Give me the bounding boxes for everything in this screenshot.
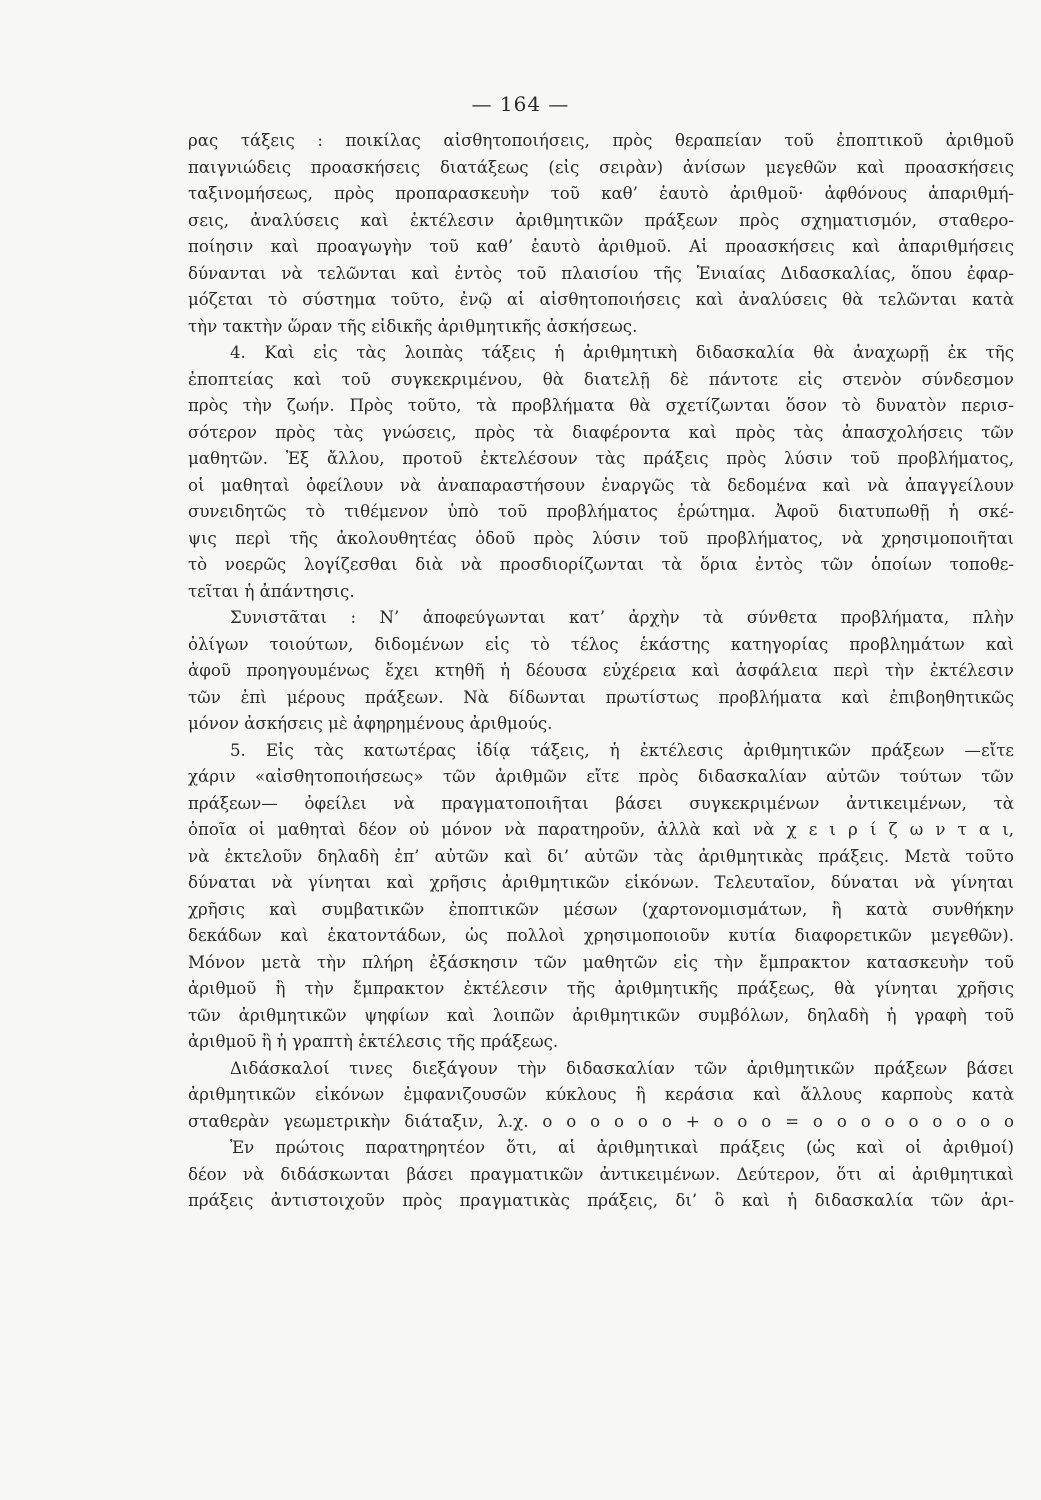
text-line: ποίησιν καὶ προαγωγὴν τοῦ καθ’ ἑαυτὸ ἀριθμοῦ. Αἱ προασκήσεις καὶ ἀπαριθμήσεις xyxy=(188,237,1014,256)
paragraph xyxy=(188,738,1014,1056)
text-line: ἀριθμητικῶν εἰκόνων ἐμφανιζουσῶν κύκλους ἢ κεράσια καὶ ἄλλους καρποὺς κατὰ xyxy=(188,1085,1014,1104)
text-line: ρας τάξεις : ποικίλας αἰσθητοποιήσεις, πρὸς θεραπείαν τοῦ ἐποπτικοῦ ἀριθμοῦ xyxy=(188,131,1014,150)
text-line: οἱ μαθηταὶ ὀφείλουν νὰ ἀναπαραστήσουν ἐναργῶς τὰ δεδομένα καὶ νὰ ἀπαγγείλουν xyxy=(188,475,1014,495)
text-line: 4. Καὶ εἰς τὰς λοιπὰς τάξεις ἡ ἀριθμητικὴ διδασκαλία θὰ ἀναχωρῇ ἐκ τῆς xyxy=(230,343,1014,362)
text-line: πράξεων— ὀφείλει νὰ πραγματοποιῆται βάσει συγκεκριμένων ἀντικειμένων, τὰ xyxy=(188,793,1014,813)
paragraph xyxy=(188,605,1014,738)
text-line: Ἐν πρώτοις παρατηρητέον ὅτι, αἱ ἀριθμητικαὶ πράξεις (ὡς καὶ οἱ ἀριθμοί) xyxy=(230,1138,1014,1157)
text-line: Συνιστᾶται : Ν’ ἀποφεύγωνται κατ’ ἀρχὴν τὰ σύνθετα προβλήματα, πλὴν xyxy=(230,608,1014,627)
text-line: δεκάδων καὶ ἑκατοντάδων, ὡς πολλοὶ χρησιμοποιοῦν κυτία διαφορετικῶν μεγεθῶν). xyxy=(188,926,1014,945)
text-line: ἀριθμοῦ ἢ ἡ γραπτὴ ἐκτέλεσις τῆς πράξεως. xyxy=(188,1032,559,1051)
text-line: τὴν τακτὴν ὥραν τῆς εἰδικῆς ἀριθμητικῆς ἀσκήσεως. xyxy=(188,316,638,336)
text-line: νὰ ἐκτελοῦν δηλαδὴ ἐπ’ αὐτῶν καὶ δι’ αὐτῶν τὰς ἀριθμητικὰς πράξεις. Μετὰ τοῦτο xyxy=(188,846,1014,866)
text-line: τεῖται ἡ ἀπάντησις. xyxy=(188,581,355,601)
body-text xyxy=(188,128,1014,1215)
text-line: δέον νὰ διδάσκωνται βάσει πραγματικῶν ἀντικειμένων. Δεύτερον, ὅτι αἱ ἀριθμητικαὶ xyxy=(188,1164,1014,1184)
text-line: μαθητῶν. Ἐξ ἄλλου, προτοῦ ἐκτελέσουν τὰς πράξεις πρὸς λύσιν τοῦ προβλήματος, xyxy=(188,449,1014,468)
text-line: Μόνον μετὰ τὴν πλήρη ἐξάσκησιν τῶν μαθητῶν εἰς τὴν ἔμπρακτον κατασκευὴν τοῦ xyxy=(188,952,1014,972)
text-line: ἀφοῦ προηγουμένως ἔχει κτηθῆ ἡ δέουσα εὐχέρεια καὶ ἀσφάλεια περὶ τὴν ἐκτέλεσιν xyxy=(188,661,1014,680)
paragraph xyxy=(188,1135,1014,1215)
text-line: χάριν «αἰσθητοποιήσεως» τῶν ἀριθμῶν εἴτε πρὸς διδασκαλίαν αὐτῶν τούτων τῶν xyxy=(188,767,1014,786)
text-line: πράξεις ἀντιστοιχοῦν πρὸς πραγματικὰς πράξεις, δι’ ὃ καὶ ἡ διδασκαλία τῶν ἀρι- xyxy=(188,1191,1014,1210)
text-line: ἐποπτείας καὶ τοῦ συγκεκριμένου, θὰ διατελῇ δὲ πάντοτε εἰς στενὸν σύνδεσμον xyxy=(188,369,1014,389)
text-line: ψις περὶ τῆς ἀκολουθητέας ὁδοῦ πρὸς λύσιν τοῦ προβλήματος, νὰ χρησιμοποιῆται xyxy=(188,528,1014,548)
text-line: ὁποῖα οἱ μαθηταὶ δέον οὐ μόνον νὰ παρατηροῦν, ἀλλὰ καὶ νὰ χ ε ι ρ ί ζ ω ν τ α ι, xyxy=(188,820,1014,839)
text-line: ταξινομήσεως, πρὸς προπαρασκευὴν τοῦ καθ’ ἑαυτὸ ἀριθμοῦ· ἀφθόνους ἀπαριθμή- xyxy=(188,184,1014,203)
text-line: τῶν ἀριθμητικῶν ψηφίων καὶ λοιπῶν ἀριθμητικῶν συμβόλων, δηλαδὴ ἡ γραφὴ τοῦ xyxy=(188,1005,1014,1025)
text-line: ἀριθμοῦ ἢ τὴν ἔμπρακτον ἐκτέλεσιν τῆς ἀριθμητικῆς πράξεως, θὰ γίνηται χρῆσις xyxy=(188,979,1014,998)
text-line: μόζεται τὸ σύστημα τοῦτο, ἐνῷ αἱ αἰσθητοποιήσεις καὶ ἀναλύσεις θὰ τελῶνται κατὰ xyxy=(188,290,1014,309)
page-number: — 164 — xyxy=(471,92,570,116)
text-line: σεις, ἀναλύσεις καὶ ἐκτέλεσιν ἀριθμητικῶν πράξεων πρὸς σχηματισμόν, σταθερο- xyxy=(188,210,1014,230)
paragraph xyxy=(188,1056,1014,1136)
text-line: σταθερὰν γεωμετρικὴν διάταξιν, λ.χ. ο ο ο ο ο ο + ο ο ο = ο ο ο ο ο ο ο ο ο xyxy=(188,1111,1014,1131)
text-line: σότερον πρὸς τὰς γνώσεις, πρὸς τὰ διαφέροντα καὶ πρὸς τὰς ἀπασχολήσεις τῶν xyxy=(188,422,1014,442)
text-line: μόνον ἀσκήσεις μὲ ἀφηρημένους ἀριθμούς. xyxy=(188,714,553,733)
text-line: 5. Εἰς τὰς κατωτέρας ἰδίᾳ τάξεις, ἡ ἐκτέλεσις ἀριθμητικῶν πράξεων —εἴτε xyxy=(230,740,1014,760)
text-line: πρὸς τὴν ζωήν. Πρὸς τοῦτο, τὰ προβλήματα θὰ σχετίζωνται ὅσον τὸ δυνατὸν περισ- xyxy=(188,396,1014,415)
text-line: συνειδητῶς τὸ τιθέμενον ὑπὸ τοῦ προβλήματος ἐρώτημα. Ἀφοῦ διατυπωθῇ ἡ σκέ- xyxy=(188,502,1014,521)
text-line: παιγνιώδεις προασκήσεις διατάξεως (εἰς σειρὰν) ἀνίσων μεγεθῶν καὶ προασκήσεις xyxy=(188,157,1014,177)
text-line: δύνανται νὰ τελῶνται καὶ ἐντὸς τοῦ πλαισίου τῆς Ἑνιαίας Διδασκαλίας, ὅπου ἐφαρ- xyxy=(188,263,1014,283)
text-line: δύναται νὰ γίνηται καὶ χρῆσις ἀριθμητικῶν εἰκόνων. Τελευταῖον, δύναται νὰ γίνηται xyxy=(188,873,1014,892)
text-line: τῶν ἐπὶ μέρους πράξεων. Νὰ δίδωνται πρωτίστως προβλήματα καὶ ἐπιβοηθητικῶς xyxy=(188,687,1014,707)
text-line: Διδάσκαλοί τινες διεξάγουν τὴν διδασκαλίαν τῶν ἀριθμητικῶν πράξεων βάσει xyxy=(230,1058,1014,1078)
text-line: χρῆσις καὶ συμβατικῶν ἐποπτικῶν μέσων (χαρτονομισμάτων, ἢ κατὰ συνθήκην xyxy=(188,899,1014,919)
paragraph xyxy=(188,340,1014,605)
paragraph xyxy=(188,128,1014,340)
text-line: ὀλίγων τοιούτων, διδομένων εἰς τὸ τέλος ἑκάστης κατηγορίας προβλημάτων καὶ xyxy=(188,634,1014,654)
text-line: τὸ νοερῶς λογίζεσθαι διὰ νὰ προσδιορίζωνται τὰ ὅρια ἐντὸς τῶν ὁποίων τοποθε- xyxy=(188,555,1014,574)
